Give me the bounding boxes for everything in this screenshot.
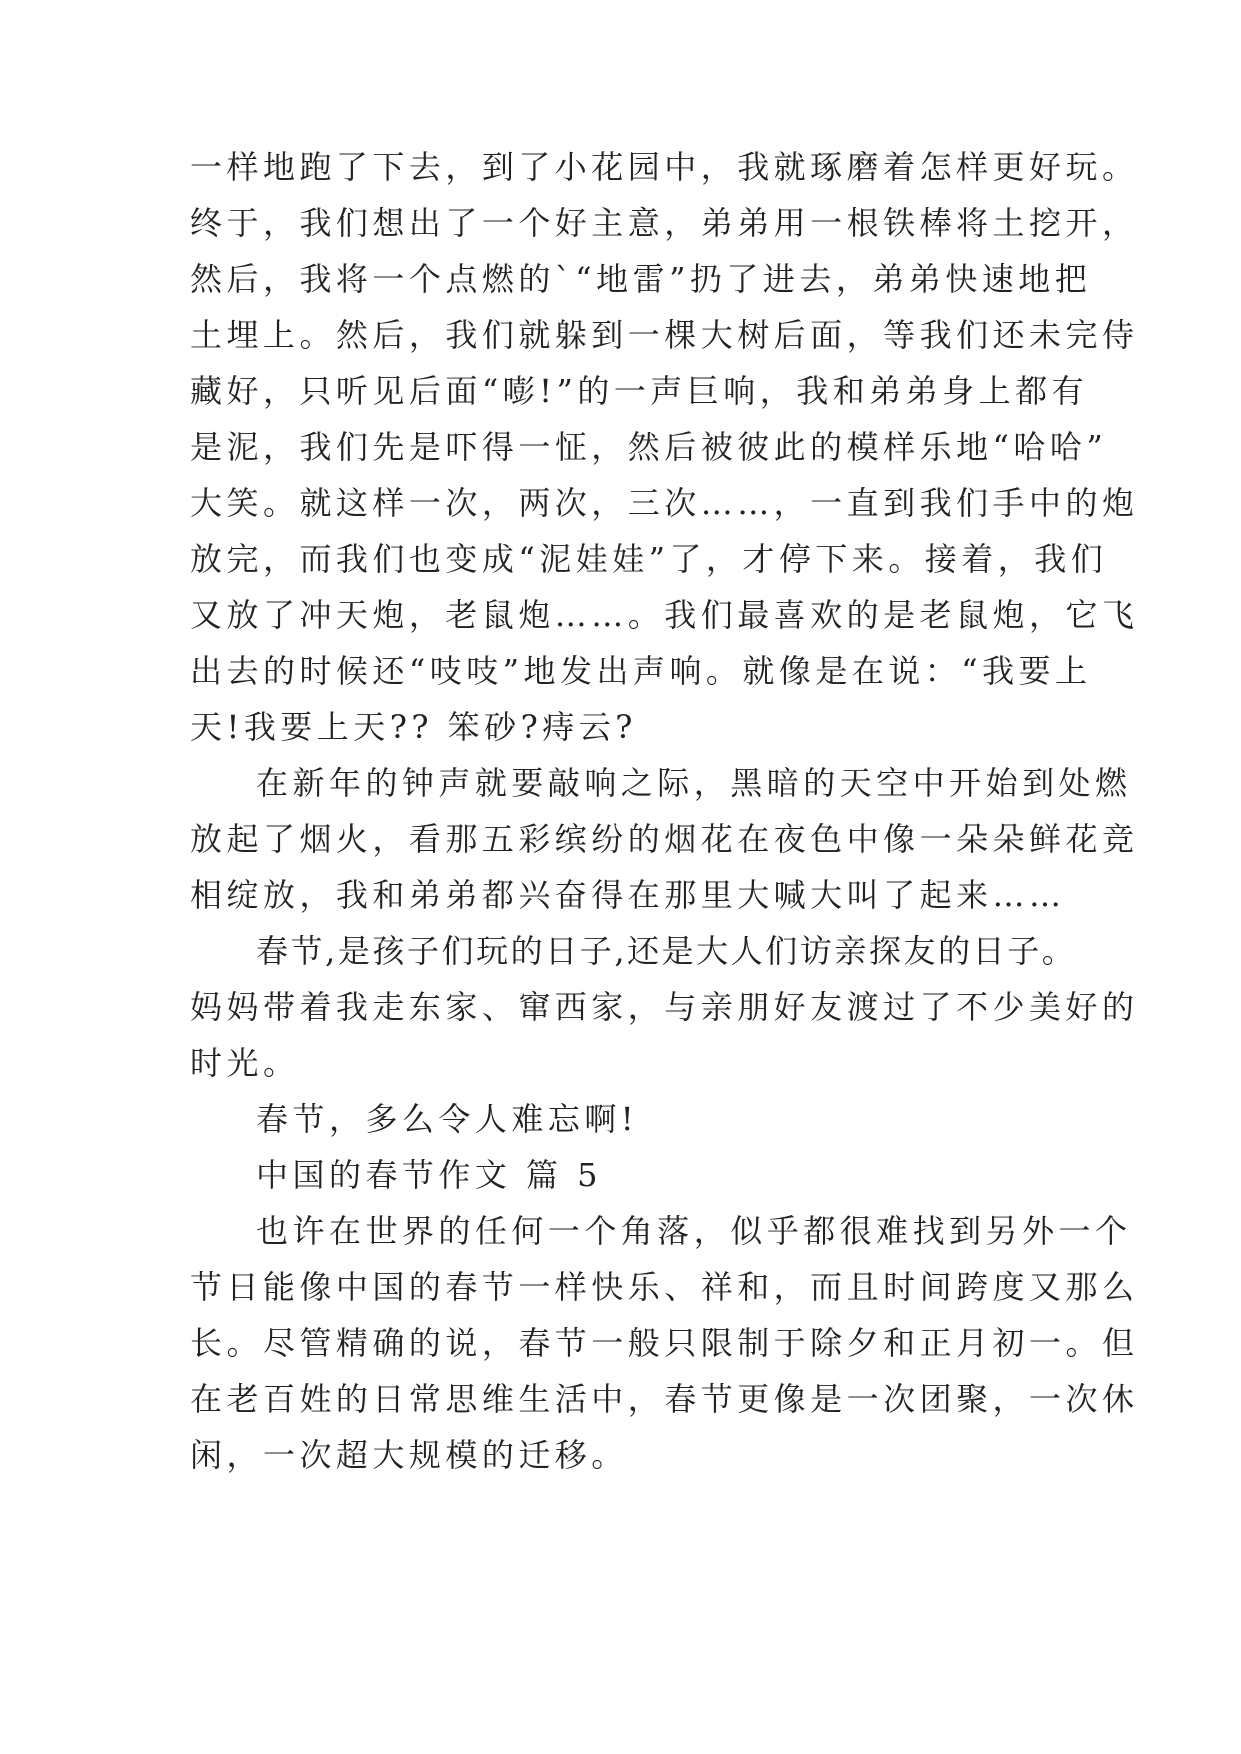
- paragraph-start-line: 春节,是孩子们玩的日子,还是大人们访亲探友的日子。: [256, 932, 1077, 970]
- text-line: 一样地跑了下去，到了小花园中，我就琢磨着怎样更好玩。: [190, 148, 1139, 186]
- text-line: 是泥，我们先是吓得一怔，然后被彼此的模样乐地“哈哈”: [190, 428, 1108, 466]
- text-line: 妈妈带着我走东家、窜西家，与亲朋好友渡过了不少美好的: [190, 988, 1139, 1026]
- text-line: 在老百姓的日常思维生活中，春节更像是一次团聚，一次休: [190, 1380, 1139, 1418]
- text-line: 节日能像中国的春节一样快乐、祥和，而且时间跨度又那么: [190, 1268, 1139, 1306]
- paragraph-start-line: 也许在世界的任何一个角落，似乎都很难找到另外一个: [256, 1212, 1132, 1250]
- text-line: 放起了烟火，看那五彩缤纷的烟花在夜色中像一朵朵鲜花竞: [190, 820, 1139, 858]
- text-line: 土埋上。然后，我们就躲到一棵大树后面，等我们还未完侍: [190, 316, 1139, 354]
- text-line: 终于，我们想出了一个好主意，弟弟用一根铁棒将土挖开，: [190, 204, 1139, 242]
- section-heading: 中国的春节作文 篇 5: [256, 1156, 602, 1194]
- text-line: 相绽放，我和弟弟都兴奋得在那里大喊大叫了起来……: [190, 876, 1066, 914]
- text-line: 闲，一次超大规模的迁移。: [190, 1436, 628, 1474]
- text-line: 出去的时候还“吱吱”地发出声响。就像是在说：“我要上: [190, 652, 1092, 690]
- paragraph-start-line: 在新年的钟声就要敲响之际，黑暗的天空中开始到处燃: [256, 764, 1132, 802]
- text-line: 又放了冲天炮，老鼠炮……。我们最喜欢的是老鼠炮，它飞: [190, 596, 1139, 634]
- text-line: 放完，而我们也变成“泥娃娃”了，才停下来。接着，我们: [190, 540, 1108, 578]
- text-line: 大笑。就这样一次，两次，三次……，一直到我们手中的炮: [190, 484, 1139, 522]
- text-line: 长。尽管精确的说，春节一般只限制于除夕和正月初一。但: [190, 1324, 1139, 1362]
- text-line: 藏好，只听见后面“嘭!”的一声巨响，我和弟弟身上都有: [190, 372, 1089, 410]
- text-line: 然后，我将一个点燃的`“地雷”扔了进去，弟弟快速地把: [190, 260, 1092, 298]
- paragraph-start-line: 春节，多么令人难忘啊!: [256, 1100, 639, 1138]
- text-line: 时光。: [190, 1044, 300, 1082]
- text-line: 天!我要上天?? 笨砂?痔云?: [190, 708, 637, 746]
